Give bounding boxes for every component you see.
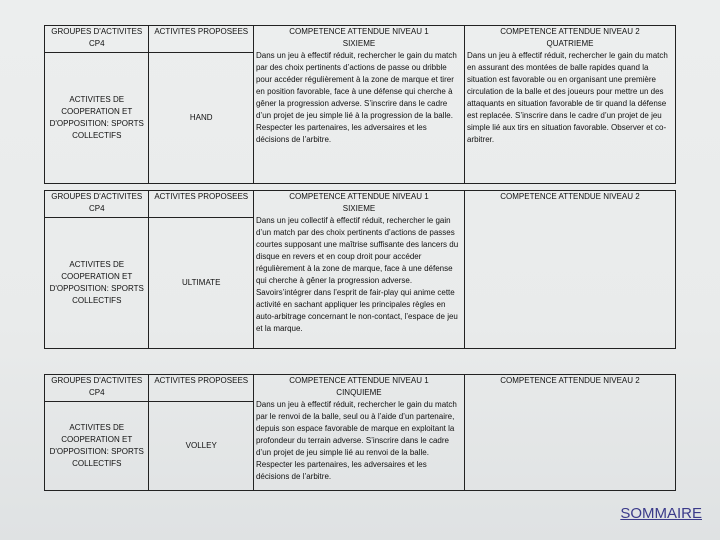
activity-cell [149,402,253,491]
activity-cell [149,53,253,184]
group-cell [45,402,149,491]
table-header-row [45,26,676,53]
group-header: GROUPES D'ACTIVITES CP4 [51,192,143,213]
group-header-cell [45,26,149,53]
activity-header: ACTIVITES PROPOSEES [154,27,249,36]
level1-header: COMPETENCE ATTENDUE NIVEAU 1 [289,27,429,36]
group-header: GROUPES D'ACTIVITES CP4 [51,27,143,48]
activity-header: ACTIVITES PROPOSEES [154,376,249,385]
group-header: GROUPES D'ACTIVITES CP4 [51,376,143,397]
level1-text: Dans un jeu collectif à effectif réduit, rechercher le gain d’un match par des choix pertinents d’actions de passes courtes supposant une maîtrise suffisante des lancers du disque en revers et en coup droit pour accéder régulièrement à la zone de marque, face à une défense qui cherche à gêner la progression adverse. Savoirs’intégrer dans l’esprit de fair-play qui anime cette activité en sachant appliquer les principales règles en auto-arbitrage concernant le non-contact, l’espace de jeu et la marque. [255,216,459,333]
level1-cell [253,191,464,349]
table-header-row [45,191,676,218]
level1-cell [253,26,464,184]
activity-label: HAND [189,113,213,122]
group-cell [45,53,149,184]
sommaire-link[interactable]: SOMMAIRE [620,505,702,522]
activity-cell [149,218,253,349]
level1-header: COMPETENCE ATTENDUE NIVEAU 1 [289,192,429,201]
table-header-row [45,375,676,402]
level2-header: COMPETENCE ATTENDUE NIVEAU 2 [500,192,640,201]
level2-header: COMPETENCE ATTENDUE NIVEAU 2 [500,27,640,36]
level2-cell [464,26,675,184]
activity-header: ACTIVITES PROPOSEES [154,192,249,201]
level1-subheader: SIXIEME [342,204,376,213]
level1-cell [253,375,464,491]
level2-cell [464,375,675,491]
activity-label: VOLLEY [185,441,217,450]
level2-subheader: QUATRIEME [546,39,594,48]
competence-table-ultimate [44,190,676,349]
group-header-cell [45,375,149,402]
level1-header: COMPETENCE ATTENDUE NIVEAU 1 [289,376,429,385]
activity-header-cell [149,375,253,402]
level1-subheader: CINQUIEME [336,388,382,397]
activity-header-cell [149,26,253,53]
level2-cell [464,191,675,349]
group-label: ACTIVITES DE COOPERATION ET D'OPPOSITION: SPORTS COLLECTIFS [49,95,144,140]
level1-text: Dans un jeu à effectif réduit, rechercher le gain du match par le renvoi de la balle, seul ou à l’aide d’un partenaire, depuis son espace favorable de marque en exploitant la profondeur du terrain adverse. S’inscrire dans le cadre d’un projet de jeu simple lié au renvoi de la balle. Respecter les partenaires, les adversaires et les décisions de l’arbitre. [255,400,457,481]
group-header-cell [45,191,149,218]
group-label: ACTIVITES DE COOPERATION ET D'OPPOSITION: SPORTS COLLECTIFS [49,260,144,305]
competence-table-hand [44,25,676,184]
level2-text: Dans un jeu à effectif réduit, rechercher le gain du match en assurant des montées de balle rapides quand la situation est favorable ou en organisant une première circulation de la balle et des joueurs pour mettre un des attaquants en situation favorable de tir quand la défense est replacée. S’inscrire dans le cadre d’un projet de jeu simple lié aux tirs en situation favorable. Observer et co-arbitrer. [466,51,668,144]
level1-subheader: SIXIEME [342,39,376,48]
group-cell [45,218,149,349]
level1-text: Dans un jeu à effectif réduit, rechercher le gain du match par des choix pertinents d’actions de passe ou dribble pour accéder régulièrement à la zone de marque et tirer en position favorable, face à une défense qui cherche à gêner la progression adverse. S’inscrire dans le cadre d’un projet de jeu simple lié à la progression de la balle. Respecter les partenaires, les adversaires et les décisions de l’arbitre. [255,51,457,144]
activity-header-cell [149,191,253,218]
competence-table-volley [44,374,676,491]
group-label: ACTIVITES DE COOPERATION ET D'OPPOSITION: SPORTS COLLECTIFS [49,423,144,468]
activity-label: ULTIMATE [182,278,221,287]
level2-header: COMPETENCE ATTENDUE NIVEAU 2 [500,376,640,385]
